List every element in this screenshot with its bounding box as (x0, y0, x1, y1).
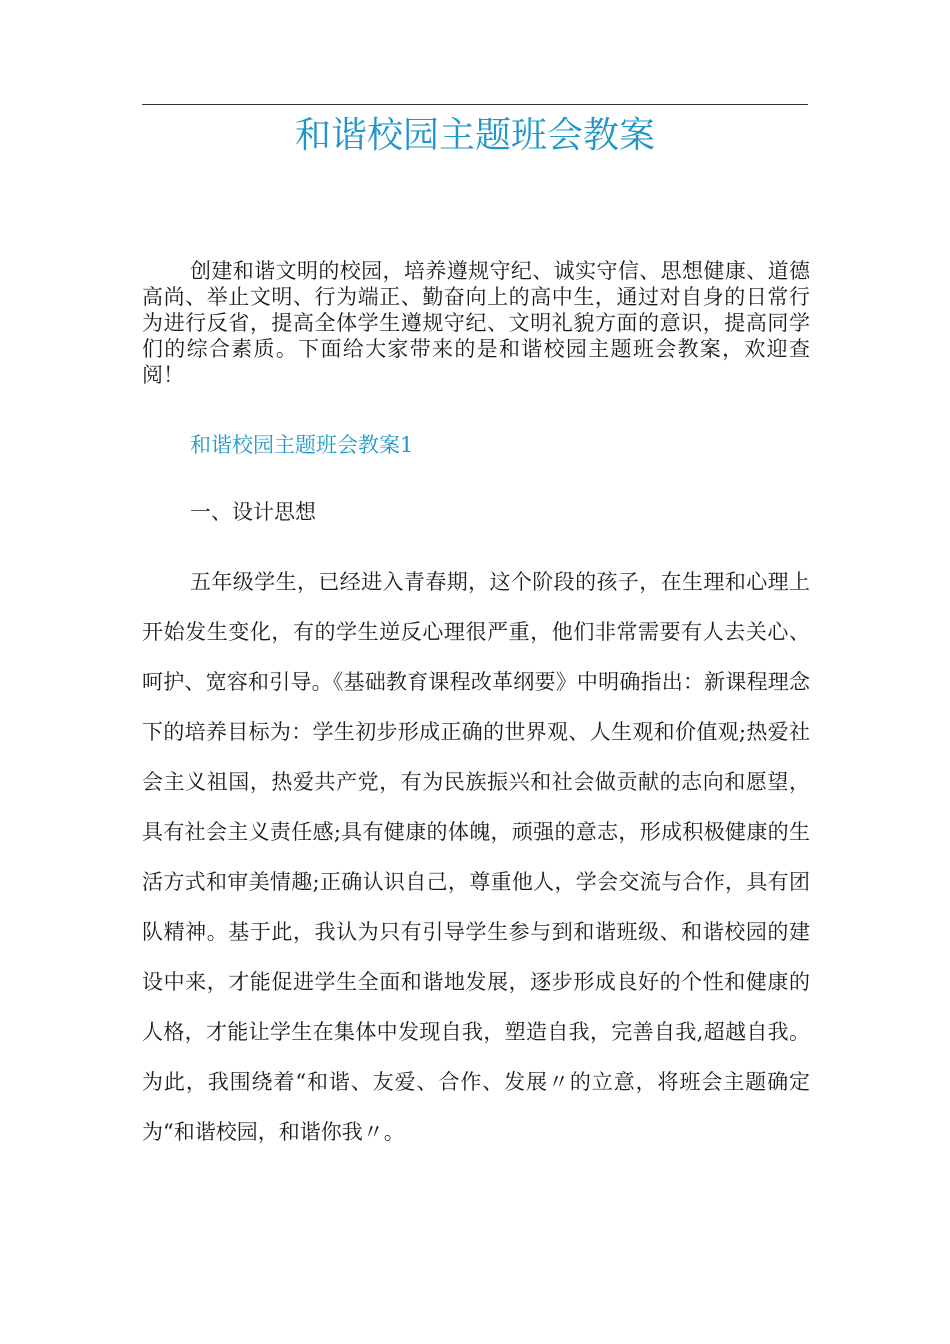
header-rule (142, 104, 808, 105)
section-heading: 和谐校园主题班会教案1 (190, 433, 414, 457)
intro-paragraph: 创建和谐文明的校园，培养遵规守纪、诚实守信、思想健康、道德高尚、举止文明、行为端正、勤奋向上的高中生，通过对自身的日常行为进行反省，提高全体学生遵规守纪、文明礼貌方面的意识，提高同学们的综合素质。下面给大家带来的是和谐校园主题班会教案，欢迎查阅！ (142, 259, 810, 387)
document-title: 和谐校园主题班会教案 (294, 115, 655, 156)
body-paragraph: 五年级学生，已经进入青春期，这个阶段的孩子，在生理和心理上开始发生变化，有的学生逆反心理很严重，他们非常需要有人去关心、呵护、宽容和引导。《基础教育课程改革纲要》中明确指出：新课程理念下的培养目标为：学生初步形成正确的世界观、人生观和价值观;热爱社会主义祖国，热爱共产党，有为民族振兴和社会做贡献的志向和愿望，具有社会主义责任感;具有健康的体魄，顽强的意志，形成积极健康的生活方式和审美情趣;正确认识自己，尊重他人，学会交流与合作，具有团队精神。基于此，我认为只有引导学生参与到和谐班级、和谐校园的建设中来，才能促进学生全面和谐地发展，逐步形成良好的个性和健康的人格，才能让学生在集体中发现自我，塑造自我，完善自我,超越自我。为此，我围绕着“和谐、友爱、合作、发展〃的立意，将班会主题确定为“和谐校园，和谐你我〃。 (142, 570, 810, 1144)
sub-heading: 一、设计思想 (190, 500, 316, 524)
